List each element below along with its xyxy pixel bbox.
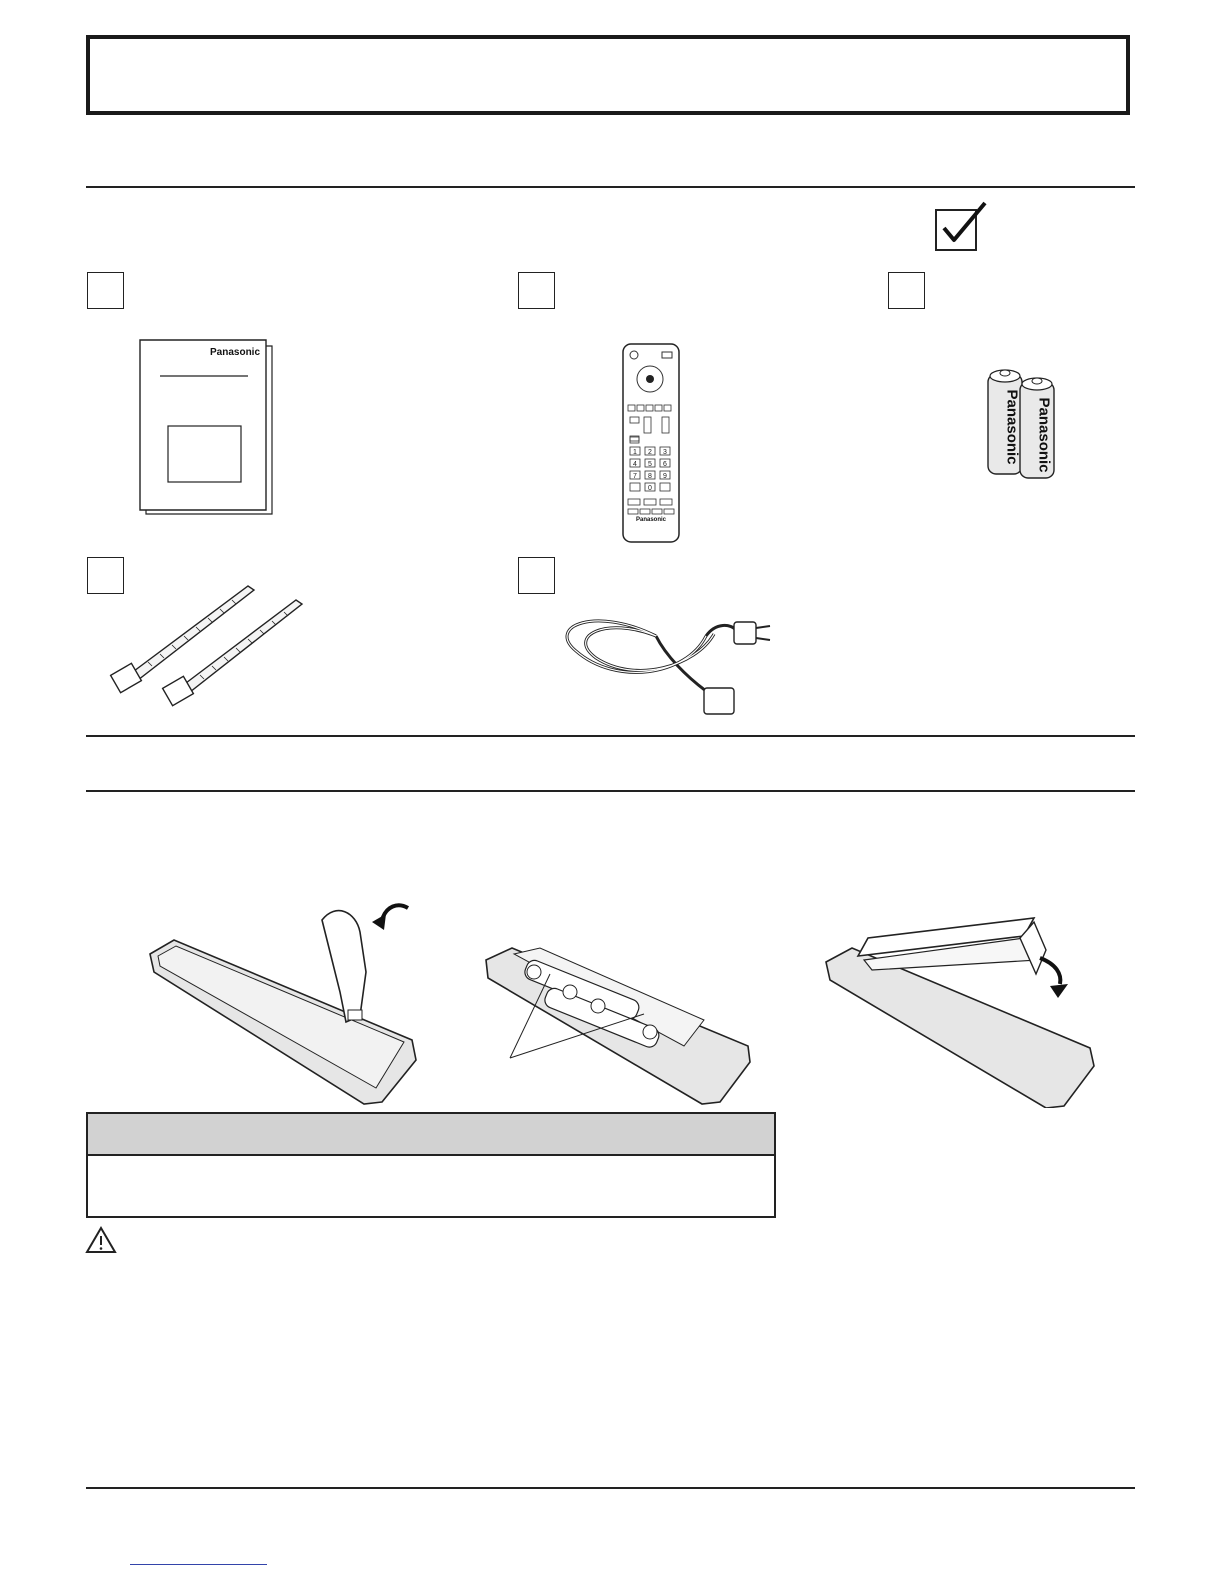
footer-link-underline[interactable]: [130, 1564, 267, 1565]
remote-open-cover-illustration: [146, 892, 422, 1108]
page-title-frame: [86, 35, 1130, 115]
cable-clamps-illustration: [108, 582, 304, 714]
item-checkbox-ac-cord[interactable]: [518, 557, 555, 594]
svg-text:3: 3: [663, 449, 667, 456]
footer-rule: [86, 1487, 1135, 1489]
aa-batteries-illustration: [985, 366, 1059, 480]
caution-warning-icon: [85, 1226, 117, 1254]
battery-brand-logo-2: Panasonic: [1035, 397, 1053, 473]
note-box-body: [86, 1154, 776, 1218]
battery-brand-logo-1: Panasonic: [1003, 389, 1021, 465]
svg-text:9: 9: [663, 473, 667, 480]
svg-text:2: 2: [648, 449, 652, 456]
svg-text:8: 8: [648, 473, 652, 480]
svg-text:5: 5: [648, 461, 652, 468]
section-rule-separator: [86, 735, 1135, 737]
item-checkbox-batteries[interactable]: [888, 272, 925, 309]
svg-text:4: 4: [633, 461, 637, 468]
remote-control-illustration: [622, 343, 680, 543]
remote-close-cover-illustration: [824, 908, 1098, 1108]
section-rule-batteries: [86, 790, 1135, 792]
item-checkbox-manual[interactable]: [87, 272, 124, 309]
operating-instructions-booklet: [138, 338, 274, 516]
ac-cord-illustration: [556, 596, 782, 724]
manual-brand-logo: Panasonic: [210, 347, 261, 358]
remote-brand-logo: Panasonic: [636, 517, 667, 523]
svg-text:7: 7: [633, 473, 637, 480]
svg-text:6: 6: [663, 461, 667, 468]
remote-insert-batteries-illustration: [484, 934, 756, 1106]
item-checkbox-remote[interactable]: [518, 272, 555, 309]
checkmark-icon: [933, 200, 989, 252]
note-box-header: [86, 1112, 776, 1156]
section-rule-accessories: [86, 186, 1135, 188]
svg-text:1: 1: [633, 449, 637, 456]
svg-text:0: 0: [648, 485, 652, 492]
